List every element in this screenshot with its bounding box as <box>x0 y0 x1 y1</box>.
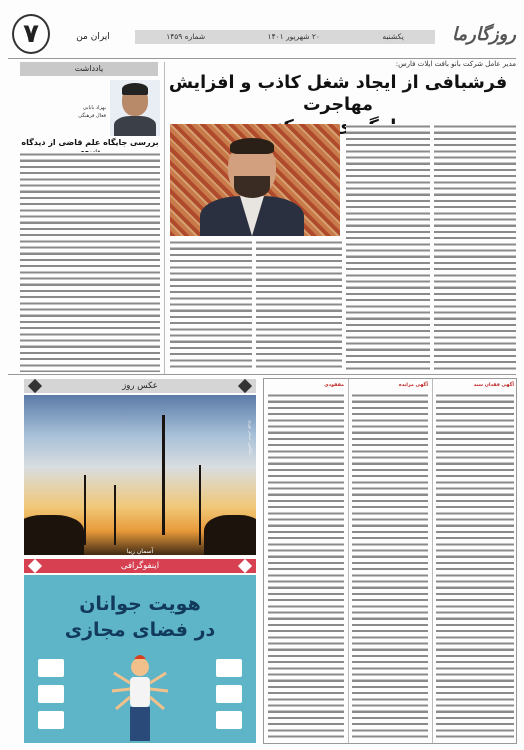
infographic-title <box>24 591 256 643</box>
author-info <box>30 104 106 120</box>
article-photo <box>170 124 340 236</box>
newspaper-logo: روزگارما <box>452 24 516 45</box>
section-name: ایران من <box>76 32 110 42</box>
aks-roz-header <box>24 379 256 393</box>
infographic-image <box>24 575 256 743</box>
notice-text-b <box>352 393 428 739</box>
infographic-header <box>24 559 256 573</box>
infographic-label: اینفوگرافی <box>120 561 160 571</box>
notice-text-c <box>268 393 344 739</box>
article-column-2 <box>346 124 430 370</box>
sidebar-header-label: یادداشت <box>74 64 104 73</box>
article-kicker: مدیر عامل شرکت بانو بافت ایلات فارس: <box>395 60 516 68</box>
headline-line-1: فرشبافی از ایجاد شغل کاذب و افزایش مهاجرت <box>168 73 508 115</box>
notice-text-a <box>436 393 514 739</box>
notice-heading-a: آگهی فقدان سند <box>473 383 514 388</box>
aks-roz-label: عکس روز <box>122 381 158 391</box>
info-title-line-2: در فضای مجازی <box>64 619 216 641</box>
opinion-title: بررسی جایگاه علم قاضی از دیدگاه <box>21 138 159 147</box>
multitasking-figure-icon <box>112 653 168 743</box>
sidebar-divider <box>164 62 165 374</box>
notice-heading-c: مفقودی <box>324 383 344 388</box>
mid-divider <box>8 374 516 375</box>
date-full: ۲۰ شهریور ۱۴۰۱ <box>267 32 320 41</box>
author-name: بهزاد بابایی <box>82 105 106 111</box>
article-column-1 <box>434 124 516 370</box>
aks-roz-credit: عکاس: سحر نوری <box>247 420 252 455</box>
article-column-3 <box>256 240 342 370</box>
date-bar <box>135 30 435 44</box>
info-title-line-1: هویت جوانان <box>79 593 201 615</box>
aks-roz-caption: آسمان زیبا <box>126 548 154 555</box>
sidebar-header <box>20 62 158 76</box>
notices-block <box>263 378 517 744</box>
header-divider <box>8 58 516 59</box>
author-role: فعال فرهنگی <box>78 113 106 119</box>
aks-roz-photo <box>24 395 256 555</box>
page-number: ۷ <box>12 14 50 54</box>
issue-number: شماره ۱۴۵۹ <box>166 32 206 41</box>
date-day: یکشنبه <box>382 32 404 41</box>
author-photo <box>110 80 160 136</box>
notice-heading-b: آگهی مزایده <box>398 383 428 388</box>
opinion-body <box>20 152 160 372</box>
article-column-4 <box>170 240 252 370</box>
